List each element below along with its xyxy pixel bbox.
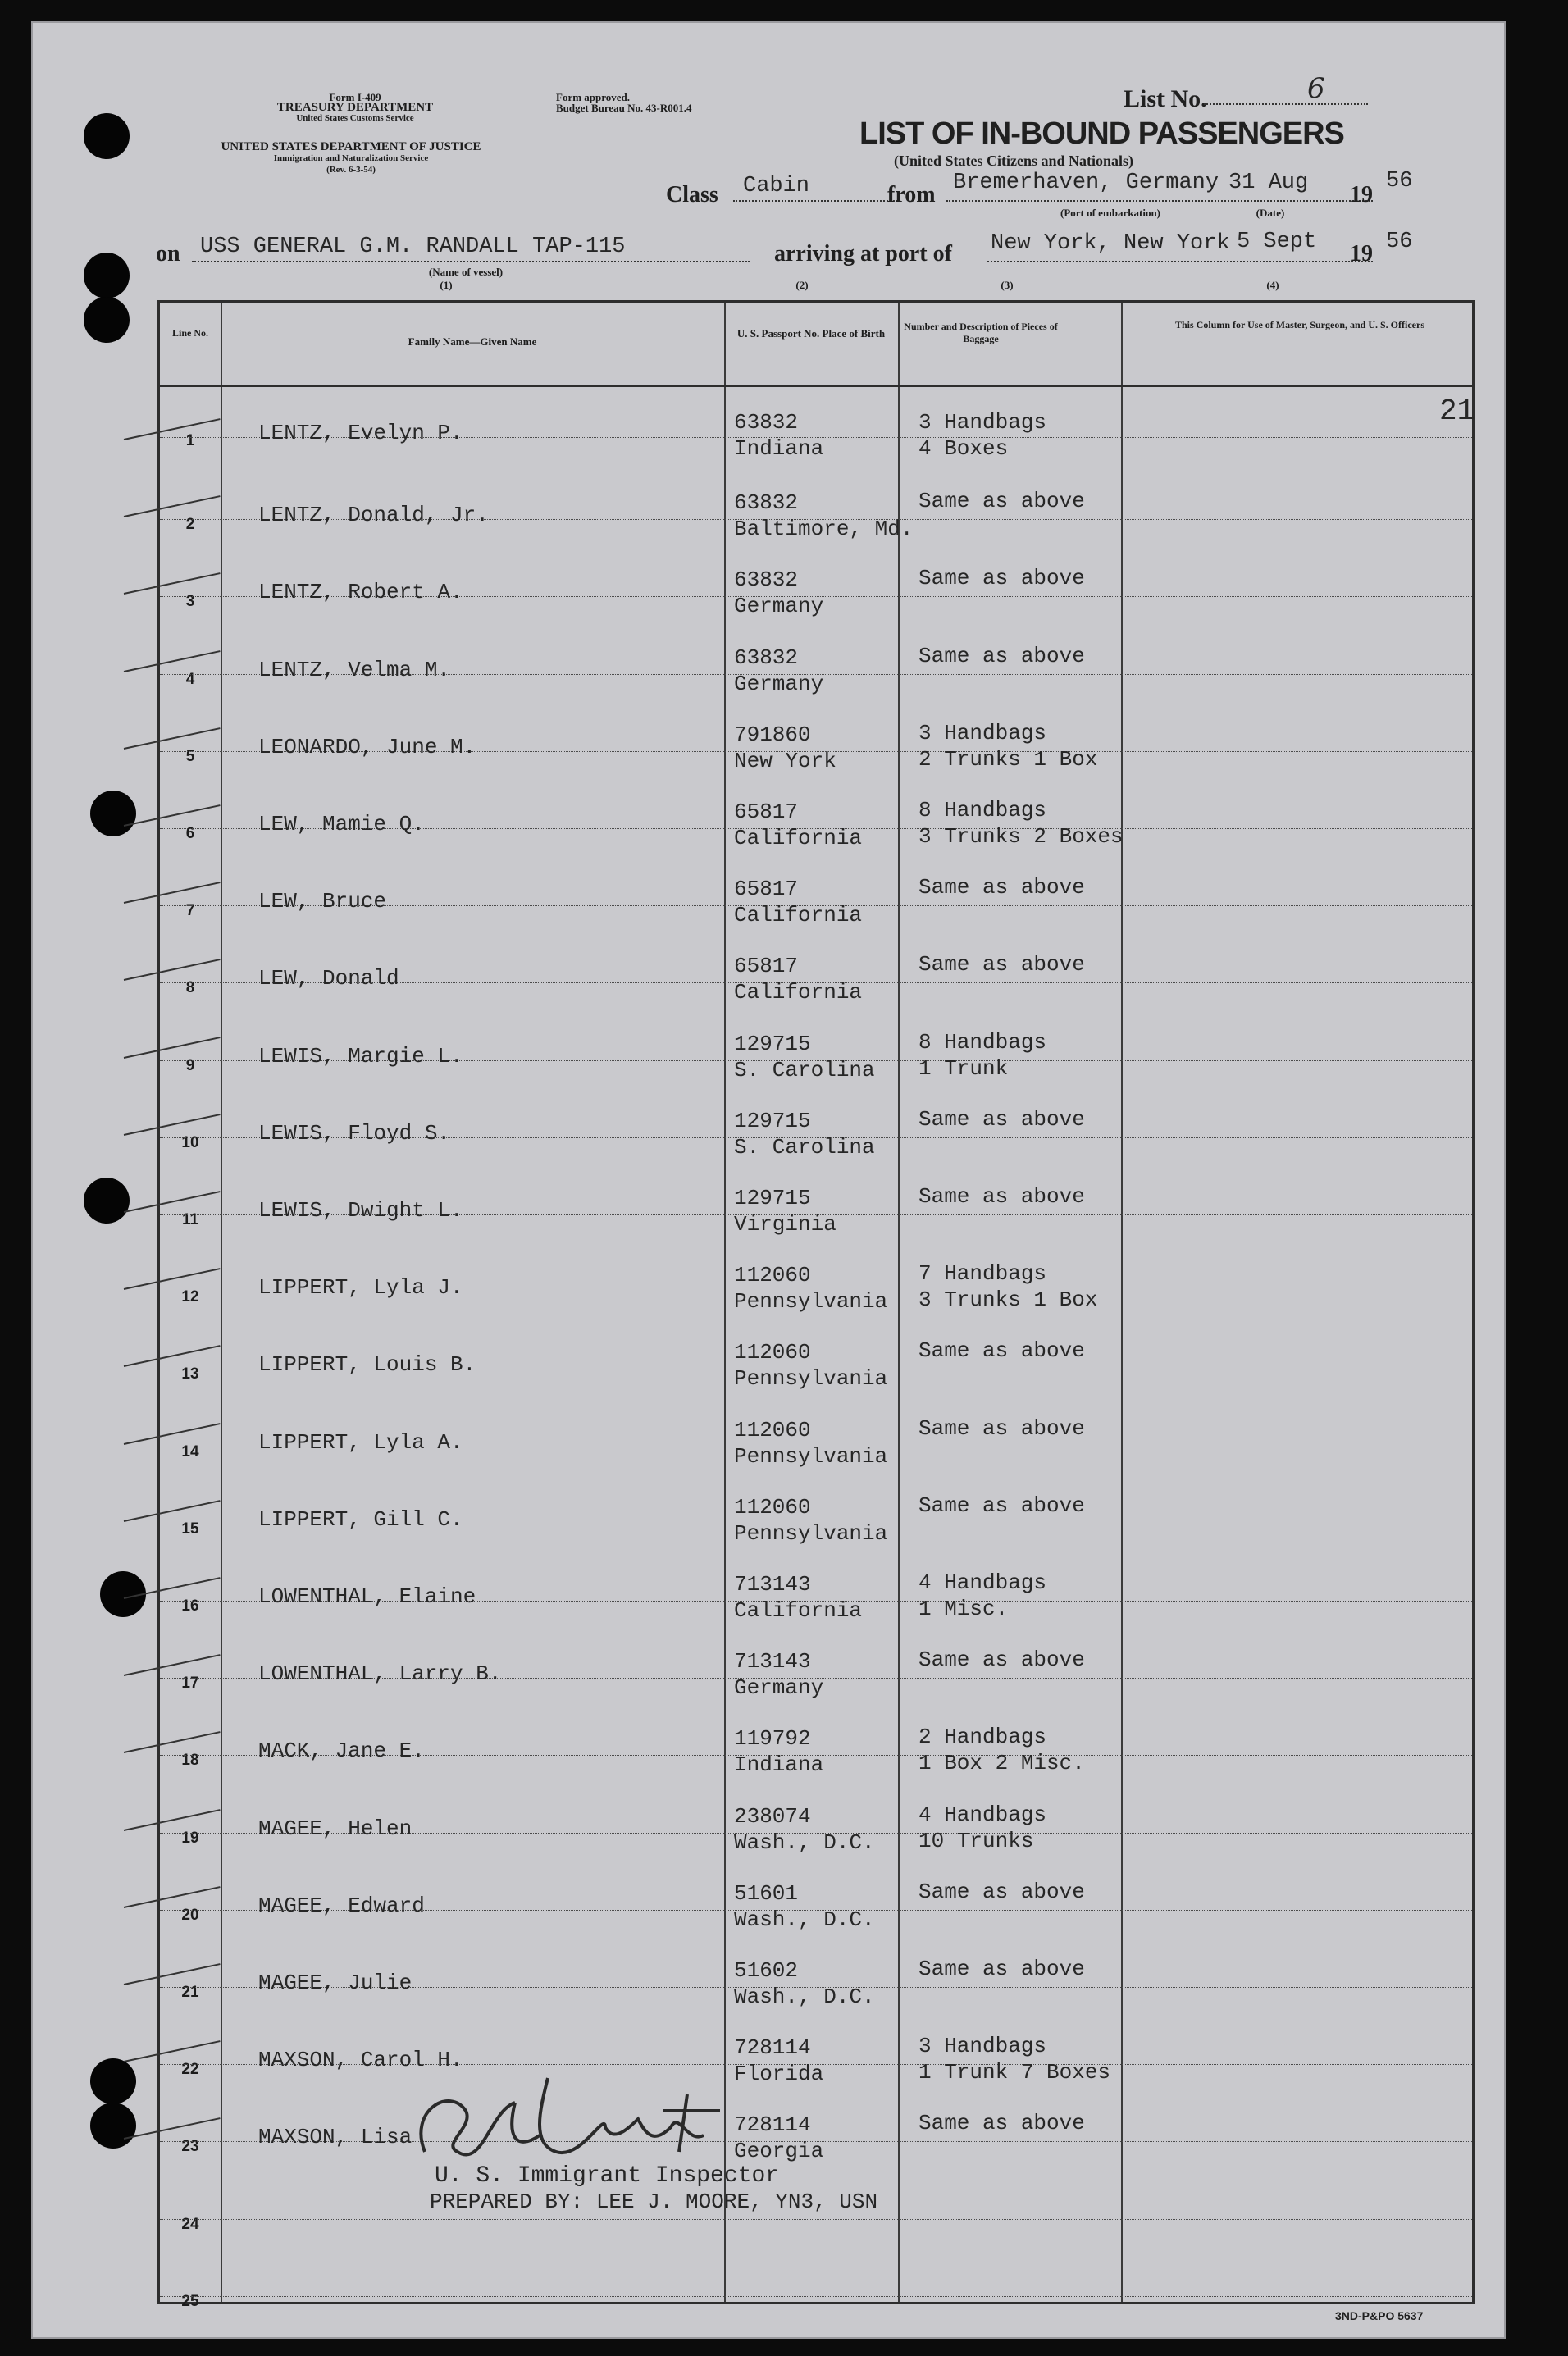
baggage-line-2: 2 Trunks 1 Box: [918, 746, 1098, 772]
baggage-line-1: Same as above: [918, 1106, 1085, 1132]
date-caption: (Date): [1256, 207, 1285, 219]
baggage-line-1: 8 Handbags: [918, 798, 1047, 823]
place-of-birth: Pennsylvania: [734, 1520, 888, 1546]
passport-number: 238074: [734, 1803, 811, 1829]
check-mark: [124, 804, 221, 827]
prepared-by: PREPARED BY: LEE J. MOORE, YN3, USN: [430, 2190, 878, 2214]
table-row: [160, 620, 1472, 697]
baggage-line-1: 3 Handbags: [918, 720, 1047, 745]
binder-hole: [84, 113, 130, 159]
line-number: 17: [181, 1675, 199, 1693]
baggage-line-1: Same as above: [918, 1647, 1085, 1673]
baggage-line-1: Same as above: [918, 2111, 1085, 2136]
table-row: [160, 1779, 1472, 1856]
place-of-birth: New York: [734, 748, 836, 773]
line-number: 18: [181, 1752, 199, 1770]
baggage-line-1: Same as above: [918, 1492, 1085, 1518]
print-code: 3ND-P&PO 5637: [1335, 2309, 1424, 2322]
place-of-birth: S. Carolina: [734, 1057, 875, 1082]
baggage-line-1: 3 Handbags: [918, 410, 1047, 435]
port-caption: (Port of embarkation): [1060, 207, 1161, 219]
page-title: LIST OF IN-BOUND PASSENGERS: [859, 116, 1344, 151]
passport-number: 63832: [734, 410, 799, 435]
passenger-name: LEW, Bruce: [258, 889, 387, 914]
form-id-block: [228, 92, 482, 124]
embarkation-date-value: 31 Aug: [1228, 171, 1309, 195]
line-number: 2: [185, 516, 195, 534]
passenger-name: LEWIS, Floyd S.: [258, 1120, 451, 1146]
passport-number: 112060: [734, 1263, 811, 1288]
binder-hole: [84, 297, 130, 343]
passenger-name: MAXSON, Lisa: [258, 2125, 413, 2150]
baggage-line-1: 7 Handbags: [918, 1261, 1047, 1287]
table-row: [160, 1933, 1472, 2010]
passport-number: 791860: [734, 722, 811, 747]
passenger-name: LEONARDO, June M.: [258, 734, 476, 759]
table-row: [160, 1701, 1472, 1778]
passport-number: 713143: [734, 1649, 811, 1675]
line-number: 12: [181, 1288, 199, 1306]
table-row: [160, 388, 1472, 465]
line-number: 24: [181, 2215, 199, 2233]
baggage-line-1: 2 Handbags: [918, 1725, 1047, 1750]
check-mark: [124, 1886, 221, 1908]
arrival-date-value: 5 Sept: [1237, 230, 1317, 254]
line-number: 20: [181, 1906, 199, 1924]
form-agency-customs: United States Customs Service: [296, 113, 414, 123]
baggage-line-1: Same as above: [918, 566, 1085, 591]
line-number: 14: [181, 1442, 199, 1461]
check-mark: [124, 1809, 221, 1831]
line-number: 13: [181, 1365, 199, 1383]
passport-number: 63832: [734, 567, 799, 593]
passenger-name: LOWENTHAL, Larry B.: [258, 1661, 502, 1687]
table-row: [160, 1160, 1472, 1237]
passenger-name: LENTZ, Donald, Jr.: [258, 503, 489, 528]
baggage-line-2: 10 Trunks: [918, 1828, 1034, 1853]
check-mark: [124, 1423, 221, 1445]
arrival-port-value: New York, New York: [991, 231, 1230, 256]
passenger-name: LENTZ, Velma M.: [258, 657, 451, 682]
header-line-no: Line No.: [171, 327, 208, 339]
line-number: 5: [185, 747, 195, 765]
table-row: [160, 1237, 1472, 1315]
passport-number: 728114: [734, 2112, 811, 2138]
passenger-name: LENTZ, Robert A.: [258, 580, 463, 605]
check-mark: [124, 1654, 221, 1676]
header-passport: U. S. Passport No. Place of Birth: [736, 327, 886, 340]
passenger-name: LEW, Mamie Q.: [258, 812, 425, 836]
check-mark: [124, 1731, 221, 1753]
page-subtitle: (United States Citizens and Nationals): [894, 153, 1134, 169]
col-number-1: (1): [440, 279, 453, 291]
table-row: [160, 1624, 1472, 1701]
place-of-birth: S. Carolina: [734, 1134, 875, 1160]
check-mark: [124, 1500, 221, 1522]
passenger-name: LIPPERT, Louis B.: [258, 1352, 476, 1378]
passport-number: 129715: [734, 1108, 811, 1133]
line-number: 7: [185, 902, 195, 920]
vessel-underline: [192, 261, 750, 262]
place-of-birth: Pennsylvania: [734, 1443, 888, 1469]
table-row: [160, 2242, 1472, 2319]
baggage-line-2: 3 Trunks 2 Boxes: [918, 824, 1124, 849]
check-mark: [124, 650, 221, 672]
arriving-label: arriving at port of: [774, 241, 952, 267]
place-of-birth: California: [734, 903, 863, 928]
header-officers: This Column for Use of Master, Surgeon, and U. S. Officers: [1174, 319, 1424, 330]
passport-number: 112060: [734, 1417, 811, 1442]
vessel-caption: (Name of vessel): [428, 266, 504, 278]
col-number-3: (3): [1001, 279, 1014, 291]
binder-hole: [90, 2058, 136, 2104]
passport-number: 112060: [734, 1340, 811, 1365]
baggage-line-1: 4 Handbags: [918, 1570, 1047, 1595]
line-number: 21: [181, 1984, 199, 2001]
baggage-line-2: 1 Trunk 7 Boxes: [918, 2060, 1111, 2085]
place-of-birth: Wash., D.C.: [734, 1907, 875, 1932]
list-no-label: List No.: [1124, 85, 1207, 112]
place-of-birth: Germany: [734, 594, 824, 619]
table-row: [160, 1547, 1472, 1624]
line-number: 4: [185, 670, 195, 688]
place-of-birth: Germany: [734, 1675, 824, 1701]
line-number: 10: [181, 1133, 199, 1151]
passport-number: 728114: [734, 2035, 811, 2061]
vessel-on-label: on: [156, 241, 180, 267]
check-mark: [124, 572, 221, 595]
table-row: [160, 1083, 1472, 1160]
place-of-birth: Wash., D.C.: [734, 1985, 875, 2009]
form-revision: (Rev. 6-3-54): [326, 165, 376, 175]
table-row: [160, 697, 1472, 774]
baggage-line-1: Same as above: [918, 1879, 1085, 1904]
line-number: 23: [181, 2138, 199, 2156]
binder-hole: [84, 1178, 130, 1224]
place-of-birth: Germany: [734, 671, 824, 696]
check-mark: [124, 1268, 221, 1290]
table-row: [160, 1470, 1472, 1547]
table-row: [160, 774, 1472, 851]
baggage-line-1: Same as above: [918, 1957, 1085, 1981]
line-number: 16: [181, 1597, 199, 1615]
list-no-value: 6: [1307, 72, 1325, 105]
baggage-line-1: 8 Handbags: [918, 1029, 1047, 1055]
passenger-name: LEWIS, Margie L.: [258, 1043, 463, 1069]
embarkation-year-prefix: 19: [1350, 182, 1373, 207]
line-number: 3: [185, 593, 195, 611]
binder-hole: [90, 791, 136, 836]
table-row: [160, 465, 1472, 542]
col-number-2: (2): [795, 279, 809, 291]
passenger-name: MAGEE, Edward: [258, 1893, 425, 1918]
line-number: 25: [181, 2292, 199, 2310]
list-no-underline: [1204, 103, 1368, 105]
table-row: [160, 1392, 1472, 1470]
form-number: Form I-409: [329, 91, 381, 103]
passenger-name: LENTZ, Evelyn P.: [258, 421, 463, 445]
passenger-name: LEWIS, Dwight L.: [258, 1198, 463, 1223]
passport-number: 112060: [734, 1494, 811, 1520]
place-of-birth: Wash., D.C.: [734, 1830, 875, 1855]
header-divider: [160, 385, 1472, 387]
baggage-line-1: Same as above: [918, 875, 1085, 900]
embarkation-port-value: Bremerhaven, Germany: [953, 171, 1219, 195]
baggage-line-2: 1 Misc.: [918, 1597, 1009, 1621]
passenger-name: LOWENTHAL, Elaine: [258, 1584, 476, 1609]
baggage-line-1: Same as above: [918, 1184, 1085, 1209]
passenger-name: LIPPERT, Lyla J.: [258, 1275, 463, 1301]
place-of-birth: California: [734, 1598, 863, 1623]
passport-number: 129715: [734, 1186, 811, 1210]
baggage-line-1: Same as above: [918, 643, 1085, 668]
baggage-line-2: 4 Boxes: [918, 436, 1009, 461]
header-baggage: Number and Description of Pieces of Baggage: [904, 321, 1058, 344]
line-number: 22: [181, 2061, 199, 2079]
line-number: 11: [181, 1211, 199, 1228]
binder-hole: [84, 253, 130, 298]
row-rule: [160, 2219, 1472, 2220]
baggage-line-1: Same as above: [918, 489, 1085, 514]
col-number-4: (4): [1266, 279, 1279, 291]
baggage-line-1: Same as above: [918, 952, 1085, 977]
officers-mark: 21: [1439, 394, 1475, 428]
form-approved-label: Form approved.: [556, 91, 631, 103]
place-of-birth: Virginia: [734, 1212, 836, 1237]
place-of-birth: California: [734, 980, 863, 1005]
budget-bureau-number: Budget Bureau No. 43-R001.4: [556, 102, 692, 114]
table-row: [160, 928, 1472, 1005]
table-row: [160, 851, 1472, 928]
passport-number: 65817: [734, 954, 799, 979]
vessel-name-value: USS GENERAL G.M. RANDALL TAP-115: [200, 235, 626, 259]
place-of-birth: Pennsylvania: [734, 1289, 888, 1315]
form-approval-block: [556, 92, 753, 113]
class-label: Class: [666, 182, 718, 207]
inspector-title: U. S. Immigrant Inspector: [435, 2163, 780, 2189]
baggage-line-1: 3 Handbags: [918, 2034, 1047, 2059]
form-agency-treasury: TREASURY DEPARTMENT: [276, 101, 434, 114]
class-value: Cabin: [743, 174, 810, 198]
row-rule: [160, 2296, 1472, 2297]
check-mark: [124, 1345, 221, 1367]
embarkation-year-value: 56: [1386, 169, 1413, 194]
baggage-line-1: 4 Handbags: [918, 1802, 1047, 1827]
passenger-name: MAGEE, Helen: [258, 1816, 413, 1841]
form-agency-block: [146, 141, 556, 175]
header-name: Family Name—Given Name: [408, 335, 537, 348]
baggage-line-1: Same as above: [918, 1415, 1085, 1441]
table-row: [160, 542, 1472, 619]
from-underline: [946, 200, 1373, 202]
passenger-name: LEW, Donald: [258, 966, 399, 991]
check-mark: [124, 727, 221, 750]
form-agency-justice: UNITED STATES DEPARTMENT OF JUSTICE: [221, 140, 481, 153]
passport-number: 63832: [734, 645, 799, 670]
line-number: 9: [185, 1056, 195, 1074]
line-number: 19: [181, 1829, 199, 1847]
check-mark: [124, 495, 221, 517]
place-of-birth: California: [734, 826, 863, 850]
passport-number: 63832: [734, 490, 799, 516]
passport-number: 119792: [734, 1726, 811, 1752]
passport-number: 713143: [734, 1572, 811, 1597]
from-label: from: [887, 182, 936, 207]
passport-number: 65817: [734, 877, 799, 902]
line-number: 15: [181, 1520, 199, 1538]
check-mark: [124, 2117, 221, 2140]
baggage-line-2: 1 Box 2 Misc.: [918, 1751, 1085, 1776]
passport-number: 65817: [734, 800, 799, 824]
table-row: [160, 1315, 1472, 1392]
check-mark: [124, 959, 221, 981]
place-of-birth: Pennsylvania: [734, 1366, 888, 1392]
line-number: 8: [185, 979, 195, 997]
place-of-birth: Florida: [734, 2062, 824, 2087]
passenger-name: LIPPERT, Lyla A.: [258, 1429, 463, 1455]
check-mark: [124, 1963, 221, 1985]
passport-number: 51602: [734, 1958, 799, 1983]
check-mark: [124, 1191, 221, 1213]
arrival-underline: [987, 261, 1373, 262]
line-number: 6: [185, 825, 195, 842]
baggage-line-2: 3 Trunks 1 Box: [918, 1287, 1098, 1313]
form-agency-ins: Immigration and Naturalization Service: [273, 153, 429, 163]
table-row: [160, 1856, 1472, 1933]
table-row: [160, 1006, 1472, 1083]
passenger-name: MACK, Jane E.: [258, 1739, 425, 1764]
line-number: 1: [185, 432, 195, 449]
passport-number: 129715: [734, 1031, 811, 1056]
class-underline: [733, 200, 897, 202]
check-mark: [124, 2040, 221, 2062]
passenger-name: LIPPERT, Gill C.: [258, 1506, 463, 1532]
baggage-line-1: Same as above: [918, 1338, 1085, 1364]
baggage-line-2: 1 Trunk: [918, 1055, 1009, 1081]
check-mark: [124, 1114, 221, 1136]
place-of-birth: Georgia: [734, 2139, 824, 2164]
passport-number: 51601: [734, 1880, 799, 1906]
check-mark: [124, 882, 221, 904]
passenger-name: MAGEE, Julie: [258, 1971, 413, 1995]
check-mark: [124, 1037, 221, 1059]
arrival-year-prefix: 19: [1350, 241, 1373, 267]
passenger-table: [157, 300, 1475, 2310]
document-page: [31, 21, 1506, 2339]
place-of-birth: Indiana: [734, 1752, 824, 1778]
place-of-birth: Indiana: [734, 436, 824, 461]
place-of-birth: Baltimore, Md.: [734, 517, 914, 542]
binder-hole: [90, 2103, 136, 2149]
arrival-year-value: 56: [1386, 230, 1413, 254]
passenger-name: MAXSON, Carol H.: [258, 2048, 463, 2073]
